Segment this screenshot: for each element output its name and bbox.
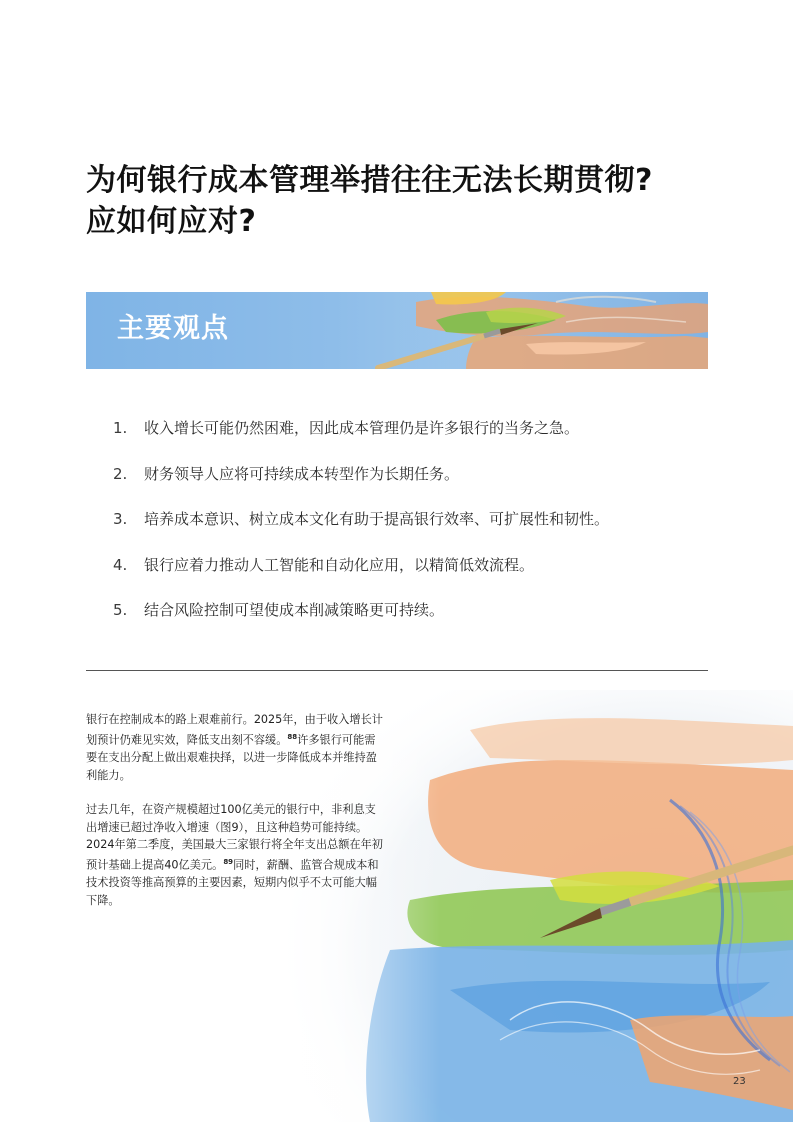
body-paragraph-2-text-b: 同时，薪酬、监管合规成本和技术投资等推高预算的主要因素，短期内似乎不太可能大幅下降。: [86, 858, 379, 907]
page-title: [86, 160, 726, 242]
list-item: [113, 414, 713, 460]
list-item-text: 培养成本意识、树立成本文化有助于提高银行效率、可扩展性和韧性。: [144, 510, 610, 528]
list-item: [113, 596, 713, 642]
list-item-number: 2.: [113, 464, 128, 483]
section-divider: [86, 670, 708, 671]
body-paragraph-1-text-b: 许多银行可能需要在支出分配上做出艰难抉择，以进一步降低成本并维持盈利能力。: [86, 733, 377, 782]
body-paragraph-2: [86, 801, 386, 909]
key-points-banner: [86, 292, 708, 369]
body-paragraph-1-text-a: 银行在控制成本的路上艰难前行。2025年，由于收入增长计划预计仍难见实效，降低支出刻不容缓。: [86, 713, 383, 747]
footnote-ref-89[interactable]: 89: [223, 857, 234, 866]
page-title-line-1: 为何银行成本管理举措往往无法长期贯彻?: [86, 163, 653, 198]
banner-title: 主要观点: [117, 313, 229, 344]
list-item: [113, 505, 713, 551]
body-text: [86, 711, 386, 926]
list-item: [113, 460, 713, 506]
page-title-line-2: 应如何应对?: [86, 204, 257, 239]
list-item-number: 1.: [113, 419, 128, 437]
list-item-number: 4.: [113, 555, 128, 574]
list-item-text: 结合风险控制可望使成本削减策略更可持续。: [144, 601, 445, 619]
footnote-ref-88[interactable]: 88: [287, 732, 298, 741]
body-paragraph-2-text-a: 过去几年，在资产规模超过100亿美元的银行中，非利息支出增速已超过净收入增速（图9），且这种趋势可能持续。2024年第二季度，美国最大三家银行将全年支出总额在年初预计基础上提高40亿美元。: [86, 803, 383, 872]
list-item-text: 银行应着力推动人工智能和自动化应用，以精简低效流程。: [144, 555, 535, 574]
list-item-number: 5.: [113, 601, 128, 619]
list-item-text: 收入增长可能仍然困难，因此成本管理仍是许多银行的当务之急。: [144, 419, 580, 437]
list-item: [113, 551, 713, 597]
list-item-text: 财务领导人应将可持续成本转型作为长期任务。: [144, 464, 460, 483]
body-paragraph-1: [86, 711, 386, 784]
list-item-number: 3.: [113, 510, 128, 528]
key-points-list: [113, 414, 713, 642]
page-number: 23: [733, 1076, 746, 1087]
